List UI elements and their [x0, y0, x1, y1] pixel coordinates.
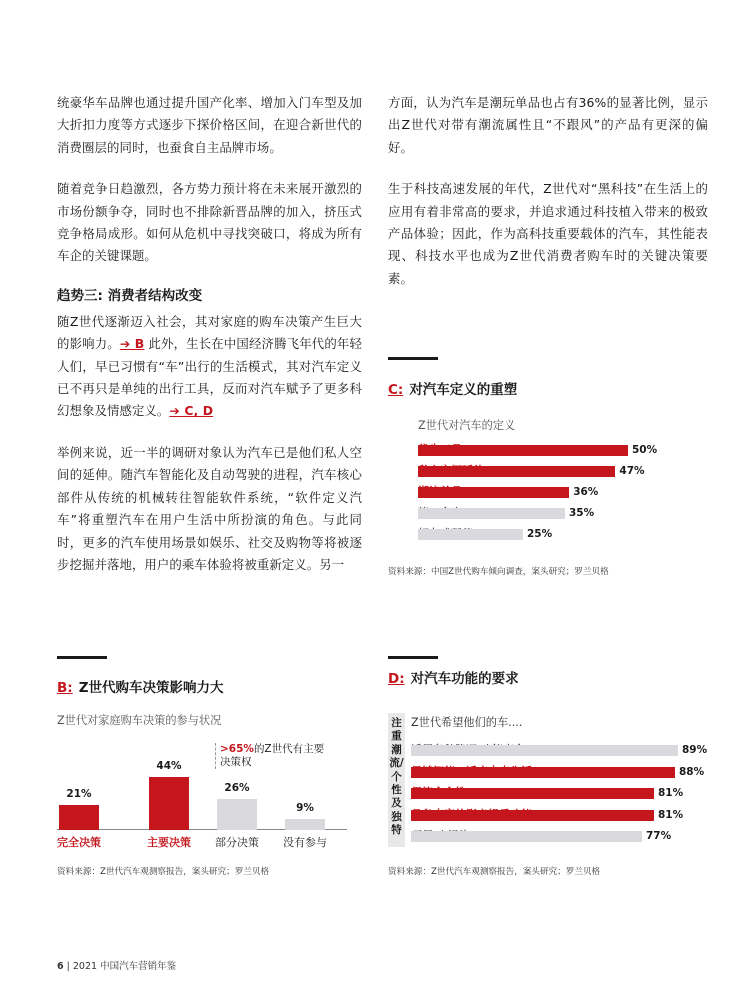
- trend-heading: 趋势三: 消费者结构改变: [57, 287, 203, 304]
- data-label: 36%: [573, 486, 599, 498]
- chart-c-title: C: 对汽车定义的重塑: [388, 382, 518, 398]
- chart-b-source: 资料来源：Z世代汽车观测察报告，案头研究；罗兰贝格: [57, 867, 270, 877]
- bar-row: [411, 742, 711, 758]
- bar-row: [418, 526, 678, 542]
- bar: [217, 799, 257, 830]
- bar: [149, 777, 189, 830]
- bar: [418, 508, 565, 519]
- bar: [411, 831, 642, 842]
- data-label: 88%: [679, 765, 705, 778]
- bar-row: [411, 807, 711, 823]
- bar: [418, 487, 569, 498]
- footer-separator: |: [66, 961, 70, 972]
- paragraph: 举例来说，近一半的调研对象认为汽车已是他们私人空间的延伸。随汽车智能化及自动驾驶的进程，汽车核心部件从传统的机械转往智能软件系统，“软件定义汽车”将重塑汽车在用户生活中所扮演的角色。与此同时，更多的汽车使用场景如娱乐、社交及购物等将被逐步挖掘并落地，用户的乘车体验将被重新定义。另一: [57, 444, 362, 572]
- chart-d-title: D: 对汽车功能的要求: [388, 671, 519, 687]
- bar: [411, 810, 654, 821]
- bar: [59, 805, 99, 830]
- paragraph: 统豪华车品牌也通过提升国产化率、增加入门车型及加大折扣力度等方式逐步下探价格区间，在迎合新世代的消费圈层的同时，也蚕食自主品牌市场。: [57, 95, 362, 155]
- chart-b-letter: B:: [57, 680, 73, 696]
- category-label: 部分决策: [215, 836, 259, 849]
- paragraph: 方面，认为汽车是潮玩单品也占有36%的显著比例，显示出Z世代对带有潮流属性且“不跟风”的产品有更深的偏好。: [388, 95, 708, 155]
- page-number: 6: [57, 961, 64, 972]
- data-label: 47%: [619, 465, 645, 477]
- section-accent-bar: [57, 656, 107, 659]
- bar-row: [418, 484, 678, 500]
- chart-c-bars: [418, 442, 678, 542]
- chart-b-subtitle: Z世代对家庭购车决策的参与状况: [57, 714, 222, 727]
- chart-d-subtitle: Z世代希望他们的车....: [411, 716, 523, 729]
- bar: [418, 445, 628, 456]
- section-accent-bar: [388, 656, 438, 659]
- page-footer: [57, 958, 176, 972]
- bar-row: [418, 463, 678, 479]
- chart-reference-link[interactable]: ➔ B: [119, 336, 145, 352]
- data-label: 9%: [296, 802, 314, 815]
- chart-c-source: 资料来源：中国Z世代购车倾向调查，案头研究；罗兰贝格: [388, 567, 609, 577]
- bar-row: [411, 764, 711, 780]
- chart-b-title: B: Z世代购车决策影响力大: [57, 680, 224, 696]
- paragraph: 生于科技高速发展的年代，Z世代对“黑科技”在生活上的应用有着非常高的要求，并追求通过科技植入带来的极致产品体验；因此，作为高科技重要载体的汽车，其性能表现、科技水平也成为Z世代消费者购车时的关键决策要素。: [388, 181, 708, 286]
- data-label: 81%: [658, 787, 684, 799]
- category-label: 完全决策: [57, 836, 101, 849]
- paragraph-text: 随Z世代逐渐迈入社会，其对家庭的购车决策产生巨大的影响力。: [57, 313, 362, 352]
- data-label: 35%: [569, 507, 595, 519]
- chart-d-source: 资料来源：Z世代汽车观测察报告，案头研究；罗兰贝格: [388, 867, 601, 877]
- paragraph-text: 此外，生长在中国经济腾飞年代的年轻人们，早已习惯有“车”出行的生活模式，其对汽车定义已不再只是单纯的出行工具，反而对汽车赋予了更多科幻想象及情感定义。: [57, 336, 362, 419]
- data-label: 26%: [224, 781, 250, 794]
- chart-b-bars: [57, 740, 347, 850]
- bar: [411, 788, 654, 799]
- bar: [411, 767, 675, 778]
- chart-d-bars: [411, 742, 711, 842]
- bar: [285, 819, 325, 830]
- chart-d-letter: D:: [388, 671, 405, 687]
- bar-row: [411, 785, 711, 801]
- right-column: [388, 92, 708, 309]
- paragraph: [57, 311, 362, 423]
- data-label: 50%: [632, 444, 658, 456]
- bar-row: [418, 442, 678, 458]
- data-label: 77%: [646, 830, 672, 842]
- bar: [418, 466, 615, 477]
- bar: [411, 745, 678, 756]
- bar-row: [411, 828, 711, 844]
- data-label: 81%: [658, 808, 684, 821]
- category-label: 没有参与: [283, 836, 327, 849]
- chart-c-letter: C:: [388, 382, 404, 398]
- bar: [418, 529, 523, 540]
- data-label: 21%: [66, 787, 92, 800]
- chart-reference-link[interactable]: ➔ C, D: [169, 403, 214, 419]
- chart-c-subtitle: Z世代对汽车的定义: [418, 419, 516, 432]
- chart-b-callout: >65%的Z世代有主要决策权: [215, 743, 333, 769]
- paragraph: 随着竞争日趋激烈，各方势力预计将在未来展开激烈的市场份额争夺，同时也不排除新晋品牌的加入，挤压式竞争格局成形。如何从危机中寻找突破口，将成为所有车企的关键课题。: [57, 181, 362, 264]
- category-label: 主要决策: [147, 836, 191, 849]
- bar-row: [418, 505, 678, 521]
- section-accent-bar: [388, 357, 438, 360]
- data-label: 89%: [682, 744, 708, 756]
- left-column: [57, 92, 362, 595]
- chart-d-side-tag: 注重潮流/个性及独特: [388, 713, 405, 847]
- data-label: 25%: [527, 528, 553, 540]
- data-label: 44%: [156, 760, 182, 773]
- footer-text: 2021 中国汽车营销年鉴: [72, 961, 177, 972]
